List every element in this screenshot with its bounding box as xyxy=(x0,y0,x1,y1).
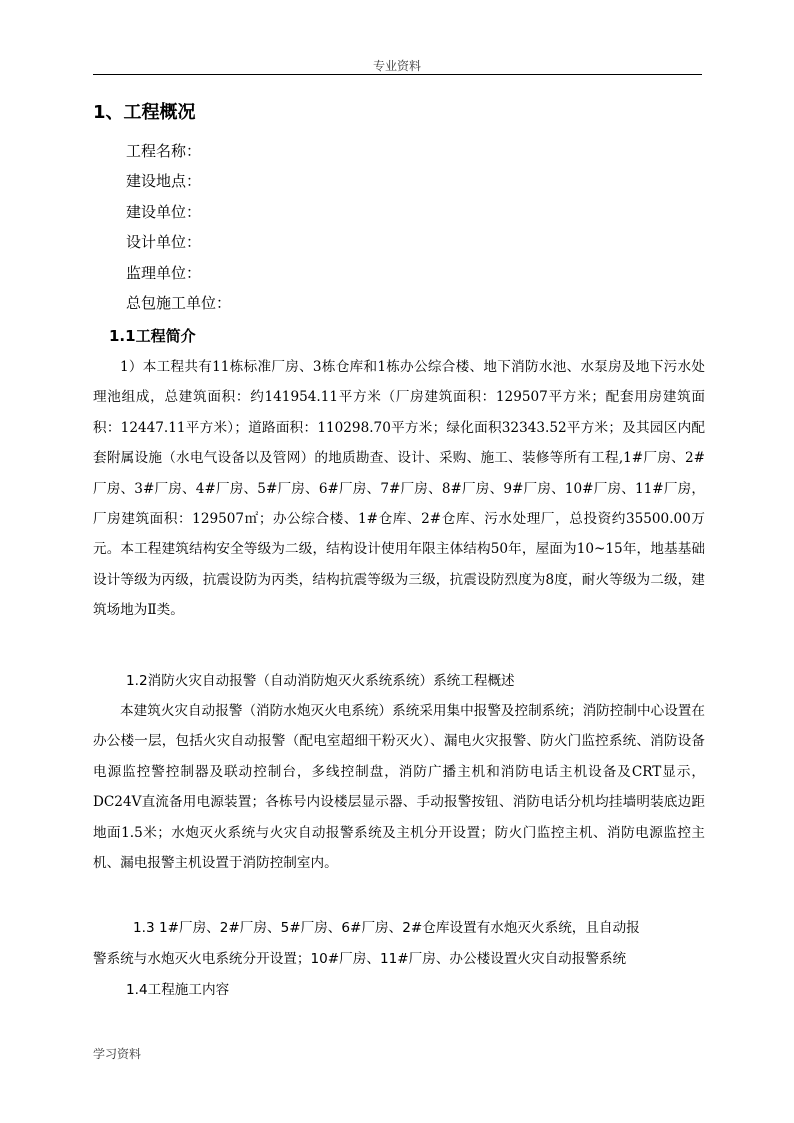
field-owner: 建设单位： xyxy=(126,202,202,221)
subsection-heading-1-1: 1.1工程简介 xyxy=(109,327,196,345)
subsection-heading-1-2: 1.2消防火灾自动报警（自动消防炮灭火系统系统）系统工程概述 xyxy=(126,673,515,689)
field-design-unit: 设计单位： xyxy=(126,233,202,252)
subsection-1-3-line-2: 警系统与水炮灭火电系统分开设置；10#厂房、11#厂房、办公楼设置火灾自动报警系统 xyxy=(93,951,627,967)
field-project-name: 工程名称： xyxy=(126,142,202,160)
field-supervision-unit: 监理单位： xyxy=(126,263,202,282)
paragraph-project-intro: 1）本工程共有11栋标准厂房、3栋仓库和1栋办公综合楼、地下消防水池、水泵房及地下污水处理池组成，总建筑面积：约141954.11平方米（厂房建筑面积：129507平方米；配套用房建筑面积：12447.11平方米）；道路面积：110298.70平方米；绿化面积32343.52平方米；及其园区内配套附属设施（水电气设备以及管网）的地质勘查、设计、采购、施工、装修等所有工程,1#厂房、2#厂房、3#厂房、4#厂房、5#厂房、6#厂房、7#厂房、8#厂房、9#厂房、10#厂房、11#厂房，厂房建筑面积：129507㎡；办公综合楼、1#仓库、2#仓库、污水处理厂，总投资约35500.00万元。本工程建筑结构安全等级为二级，结构设计使用年限主体结构50年，屋面为10~15年，地基基础设计等级为丙级，抗震设防为丙类，结构抗震等级为三级，抗震设防烈度为8度，耐火等级为二级，建筑场地为Ⅱ类。 xyxy=(93,359,705,619)
section-heading-overview: 1、工程概况 xyxy=(93,102,196,123)
paragraph-fire-alarm-overview: 本建筑火灾自动报警（消防水炮灭火电系统）系统采用集中报警及控制系统；消防控制中心设置在办公楼一层，包括火灾自动报警（配电室超细干粉灭火）、漏电火灾报警、防火门监控系统、消防设备电源监控警控制器及联动控制台，多线控制盘，消防广播主机和消防电话主机设备及CRT显示，DC24V直流备用电源装置；各栋号内设楼层显示器、手动报警按钮、消防电话分机均挂墙明装底边距地面1.5米；水炮灭火系统与火灾自动报警系统及主机分开设置；防火门监控主机、消防电源监控主机、漏电报警主机设置于消防控制室内。 xyxy=(93,703,705,872)
page-footer: 学习资料 xyxy=(93,1047,142,1061)
subsection-1-3-line-1: 1.3 1#厂房、2#厂房、5#厂房、6#厂房、2#仓库设置有水炮灭火系统，且自动报 xyxy=(133,920,640,936)
page-header: 专业资料 xyxy=(372,59,421,73)
field-general-contractor: 总包施工单位： xyxy=(126,293,232,312)
field-construction-site: 建设地点： xyxy=(126,172,202,191)
project-info-fields xyxy=(126,136,231,318)
subsection-heading-1-4: 1.4工程施工内容 xyxy=(126,982,230,998)
header-divider xyxy=(93,74,702,75)
